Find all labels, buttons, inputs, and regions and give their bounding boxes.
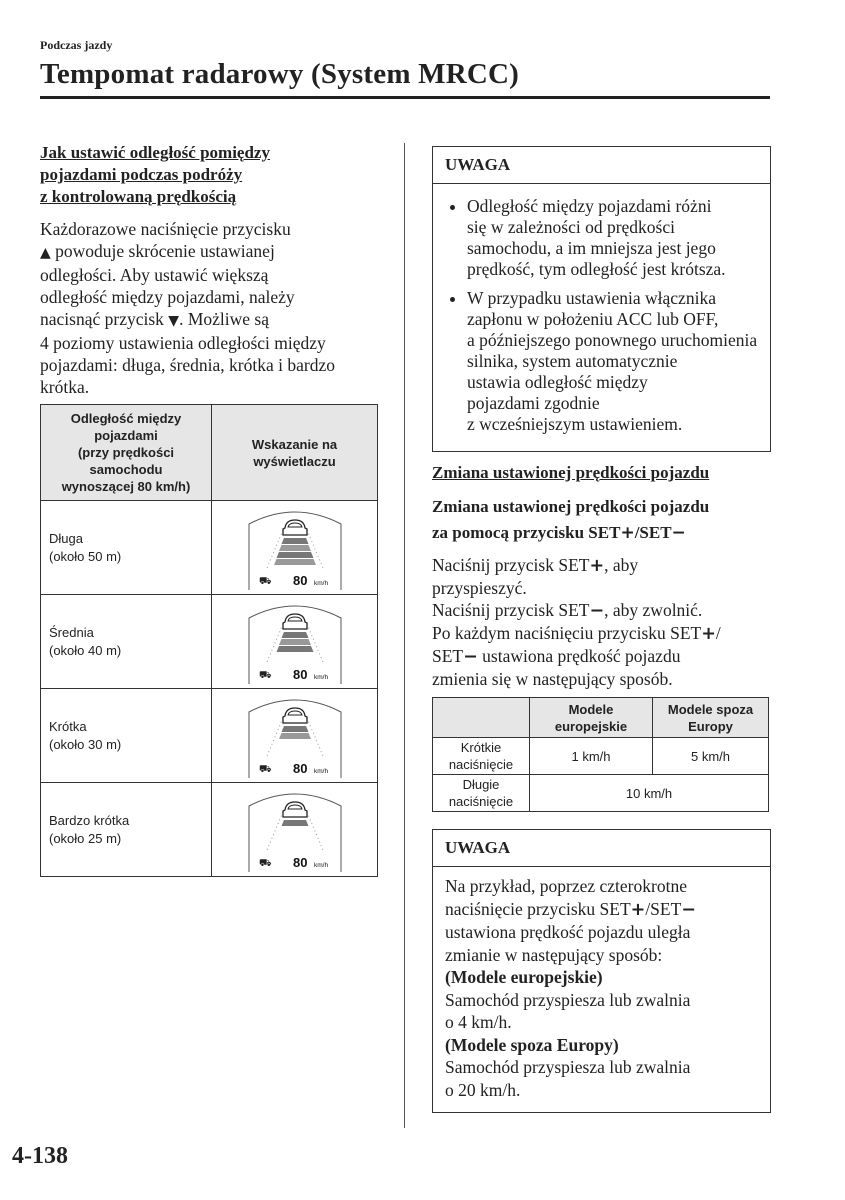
note-box-2 xyxy=(432,829,771,1113)
car-icon xyxy=(283,520,307,535)
note-heading: UWAGA xyxy=(433,147,770,184)
distance-bar xyxy=(281,632,308,638)
distance-bar xyxy=(279,545,311,551)
distance-heading: Jak ustawić odległość pomiędzy pojazdami podczas podróży z kontrolowaną prędkością xyxy=(40,143,270,206)
speed-readout: 80 xyxy=(292,666,307,682)
road-edge-right xyxy=(307,812,323,850)
hud-svg xyxy=(247,788,343,872)
distance-bar xyxy=(276,646,313,652)
car-icon xyxy=(283,802,307,817)
hud-svg xyxy=(247,694,343,778)
hud-svg xyxy=(247,506,343,590)
eu-models-header: Modele europejskie xyxy=(530,698,653,738)
distance-bar xyxy=(281,820,308,826)
hud-svg xyxy=(247,600,343,684)
title-rule xyxy=(40,96,770,99)
non-eu-models-header: Modele spoza Europy xyxy=(653,698,769,738)
distance-bar xyxy=(274,559,316,565)
plus-icon: + xyxy=(630,899,646,920)
speed-unit: km/h xyxy=(313,579,328,587)
minus-icon: − xyxy=(671,523,686,543)
change-speed-heading: Zmiana ustawionej prędkości pojazdu xyxy=(432,463,710,482)
radar-cruise-icon: ⛟ xyxy=(258,669,272,681)
table-row: Bardzo krótka (około 25 m) ⛟ 80 km/h xyxy=(41,783,378,877)
minus-icon: − xyxy=(681,899,696,920)
note-body: Na przykład, poprzez czterokrotne naciśnięcie przycisku SET+/SET− ustawiona prędkość pojazdu uległa zmianie w następujący sposób: (Modele europejskie) Samochód przyspiesza lub zwalnia o 4 km/h. (Modele spoza Europy) Samochód przyspiesza lub zwalnia o 20 km/h. xyxy=(445,876,696,1100)
distance-paragraph: Każdorazowe naciśnięcie przycisku ▲ powoduje skrócenie ustawianej odległości. Aby ustawić większą odległość między pojazdami, należy nacisnąć przycisk ▼. Możliwe są 4 poziomy ustawienia odległości między pojazdami: długa, średnia, krótka i bardzo krótka. xyxy=(40,219,335,397)
minus-icon: − xyxy=(589,601,605,621)
radar-cruise-icon: ⛟ xyxy=(258,575,272,587)
speed-readout: 80 xyxy=(292,854,307,870)
distance-bar xyxy=(279,639,311,645)
distance-display xyxy=(247,694,343,778)
distance-table xyxy=(40,404,378,877)
distance-display xyxy=(247,506,343,590)
plus-icon: + xyxy=(620,523,635,543)
road-edge-left xyxy=(267,812,283,850)
distance-bar xyxy=(279,733,311,739)
table-row: Krótka (około 30 m) ⛟ 80 km/h xyxy=(41,689,378,783)
table-row: Krótkie naciśnięcie 1 km/h 5 km/h xyxy=(433,738,769,775)
page-number: 4-138 xyxy=(12,1143,68,1169)
car-icon xyxy=(283,614,307,629)
speed-readout: 80 xyxy=(292,572,307,588)
speed-unit: km/h xyxy=(313,673,328,681)
minus-icon: − xyxy=(463,647,478,667)
radar-cruise-icon: ⛟ xyxy=(258,857,272,869)
table-row: Długa (około 50 m) ⛟ 80 km/h xyxy=(41,501,378,595)
page-title: Tempomat radarowy (System MRCC) xyxy=(40,58,520,90)
list-item: • Odległość między pojazdami różni się w zależności od prędkości samochodu, a im mniejsza jest jego prędkość, tym odległość jest krótsza. xyxy=(467,196,758,280)
section-label: Podczas jazdy xyxy=(40,38,113,52)
table-row: Długie naciśnięcie 10 km/h xyxy=(433,775,769,812)
note-box-1 xyxy=(432,146,771,452)
note-heading: UWAGA xyxy=(433,830,770,867)
speed-unit: km/h xyxy=(313,861,328,869)
distance-bar xyxy=(281,726,308,732)
speed-readout: 80 xyxy=(292,760,307,776)
plus-icon: + xyxy=(589,556,605,576)
distance-display xyxy=(247,788,343,872)
display-col-header: Wskazanie na wyświetlaczu xyxy=(212,405,378,501)
radar-cruise-icon: ⛟ xyxy=(258,763,272,775)
change-speed-subheading: Zmiana ustawionej prędkości pojazdu za pomocą przycisku SET+/SET− xyxy=(432,497,710,543)
column-divider xyxy=(404,143,405,1128)
speed-table xyxy=(432,697,769,812)
distance-display xyxy=(247,600,343,684)
triangle-down-icon: ▼ xyxy=(168,313,180,329)
speed-unit: km/h xyxy=(313,767,328,775)
change-speed-paragraph: Naciśnij przycisk SET+, aby przyspieszyć. Naciśnij przycisk SET−, aby zwolnić. Po każdym naciśnięciu przycisku SET+/ SET− ustawiona prędkość pojazdu zmienia się w następujący sposób. xyxy=(432,555,721,689)
distance-col-header: Odległość między pojazdami (przy prędkości samochodu wynoszącej 80 km/h) xyxy=(41,405,212,501)
list-item: • W przypadku ustawienia włącznika zapłonu w położeniu ACC lub OFF, a późniejszego ponownego uruchomienia silnika, system automatycznie ustawia odległość między pojazdami zgodnie z wcześniejszym ustawieniem. xyxy=(467,288,758,435)
table-row: Średnia (około 40 m) ⛟ 80 km/h xyxy=(41,595,378,689)
plus-icon: + xyxy=(701,624,716,644)
distance-bar xyxy=(281,538,308,544)
distance-bar xyxy=(276,552,313,558)
car-icon xyxy=(283,708,307,723)
triangle-up-icon: ▲ xyxy=(40,245,51,261)
